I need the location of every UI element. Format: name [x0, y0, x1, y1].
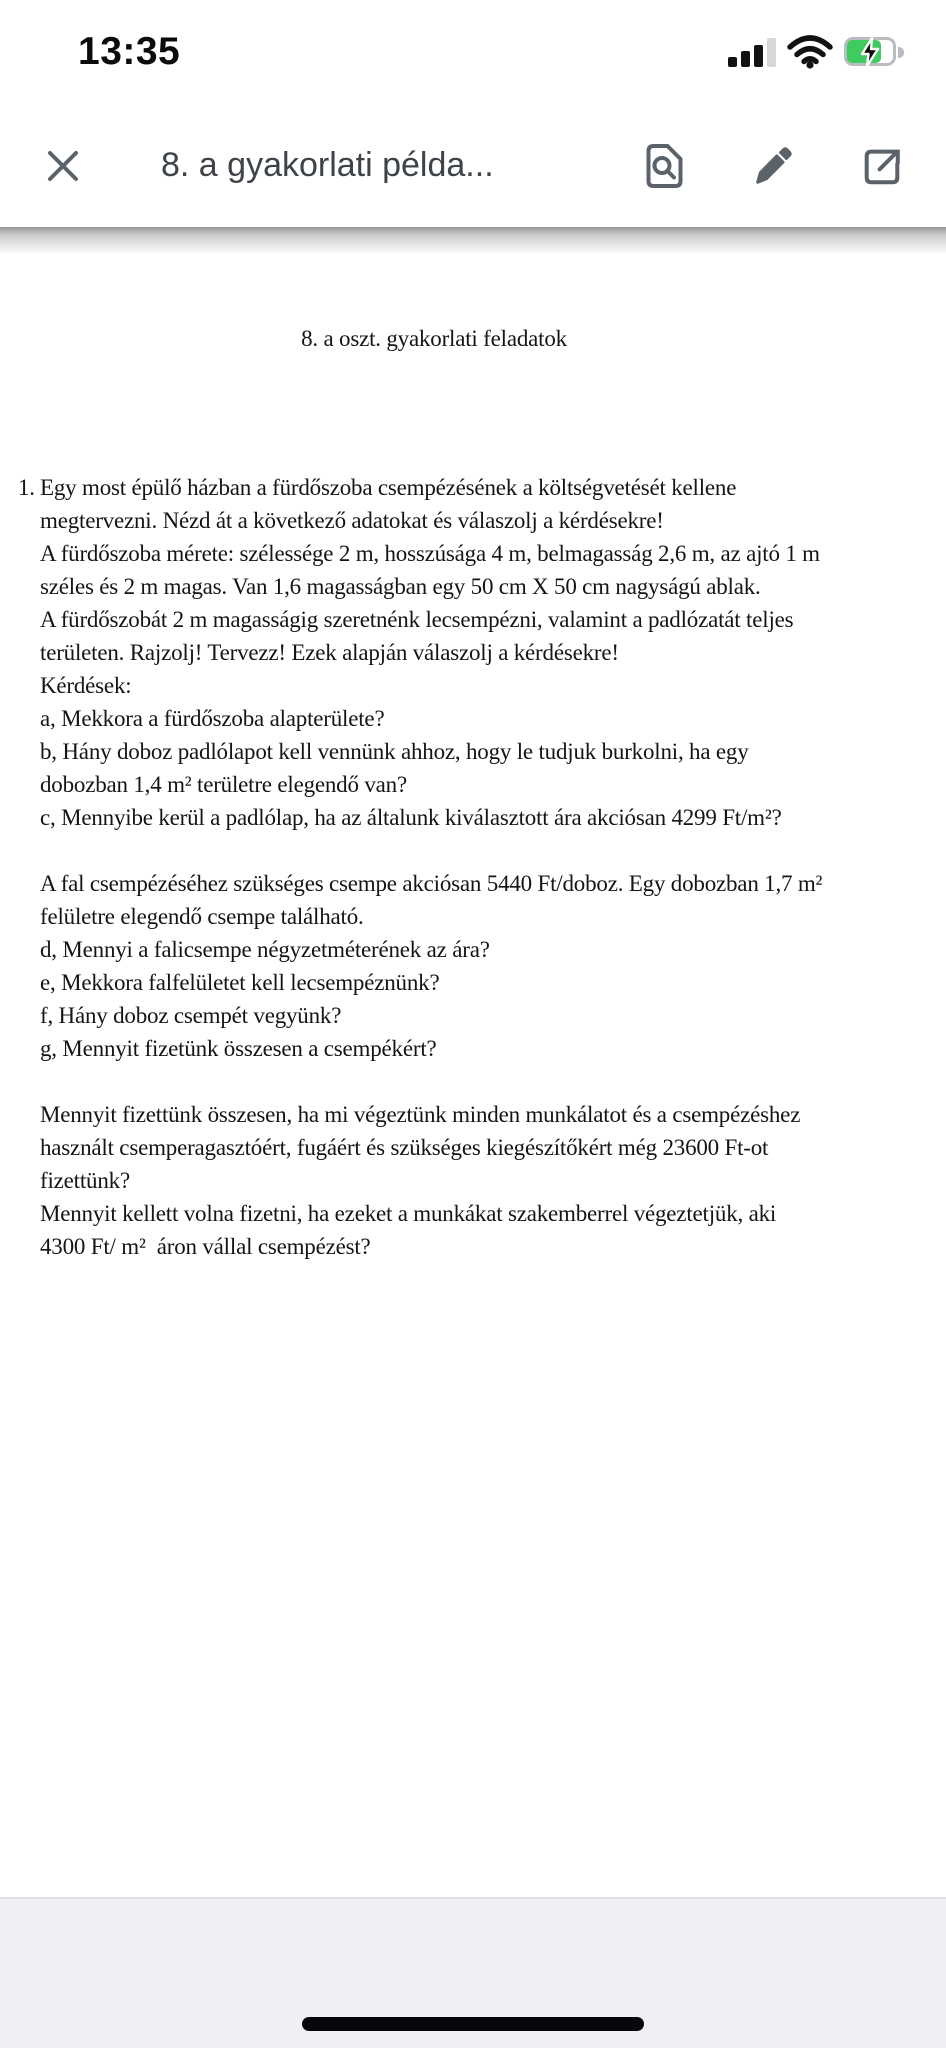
open-in-new-icon [860, 143, 904, 189]
document-line: b, Hány doboz padlólapot kell vennünk ahhoz, hogy le tudjuk burkolni, ha egy [40, 739, 749, 764]
document-line: A fürdőszobát 2 m magasságig szeretnénk lecsempézni, valamint a padlózatát teljes [40, 607, 794, 632]
header-shadow [0, 227, 946, 255]
document-line: Kérdések: [40, 673, 132, 698]
document-line: felületre elegendő csempe található. [40, 904, 364, 929]
document-title-header: 8. a gyakorlati példa... [161, 146, 494, 184]
close-icon [46, 149, 80, 183]
document-line: 4300 Ft/ m² áron vállal csempézést? [40, 1234, 371, 1259]
bottom-gesture-area [0, 1897, 946, 2048]
document-line: használt csemperagasztóért, fugáért és szükséges kiegészítőkért még 23600 Ft-ot [40, 1135, 769, 1160]
status-icons [728, 35, 904, 69]
document-heading: 8. a oszt. gyakorlati feladatok [301, 326, 567, 351]
toolbar-actions [641, 143, 905, 189]
document-line: A fürdőszoba mérete: szélessége 2 m, hosszúsága 4 m, belmagasság 2,6 m, az ajtó 1 m [40, 541, 820, 566]
document-line: dobozban 1,4 m² területre elegendő van? [40, 772, 407, 797]
document-line: d, Mennyi a falicsempe négyzetméterének az ára? [40, 937, 490, 962]
find-in-document-icon [644, 142, 685, 190]
document-line: g, Mennyit fizetünk összesen a csempékért? [40, 1036, 437, 1061]
document-line: A fal csempézéséhez szükséges csempe akciósan 5440 Ft/doboz. Egy dobozban 1,7 m² [40, 871, 823, 896]
document-line: e, Mekkora falfelületet kell lecsempéznünk? [40, 970, 440, 995]
app-chrome [0, 0, 946, 227]
status-time: 13:35 [78, 30, 181, 73]
close-button[interactable] [40, 143, 86, 189]
document-body [0, 471, 946, 1263]
open-in-new-button[interactable] [859, 143, 905, 189]
paragraph [40, 867, 905, 1065]
document-line: területen. Rajzolj! Tervezz! Ezek alapján válaszolj a kérdésekre! [40, 640, 619, 665]
paragraph [40, 471, 905, 834]
find-in-document-button[interactable] [641, 143, 687, 189]
document-line: Egy most épülő házban a fürdőszoba csempézésének a költségvetését kellene [40, 475, 737, 500]
wifi-icon [787, 35, 833, 69]
document-line: megtervezni. Nézd át a következő adatokat és válaszolj a kérdésekre! [40, 508, 664, 533]
document-line: széles és 2 m magas. Van 1,6 magasságban egy 50 cm X 50 cm nagyságú ablak. [40, 574, 761, 599]
document-page[interactable] [0, 227, 946, 1897]
home-indicator[interactable] [302, 2017, 644, 2031]
document-line: fizettünk? [40, 1168, 130, 1193]
battery-cap [898, 47, 904, 58]
document-line: f, Hány doboz csempét vegyünk? [40, 1003, 342, 1028]
list-number: 1. [18, 475, 35, 500]
edit-button[interactable] [750, 143, 796, 189]
status-bar [0, 0, 946, 90]
document-line: Mennyit kellett volna fizetni, ha ezeket a munkákat szakemberrel végeztetjük, aki [40, 1201, 777, 1226]
document-line: Mennyit fizettünk összesen, ha mi végeztünk minden munkálatot és a csempézéshez [40, 1102, 801, 1127]
edit-pencil-icon [750, 143, 796, 189]
paragraph [40, 1098, 905, 1263]
document-line: c, Mennyibe kerül a padlólap, ha az általunk kiválasztott ára akciósan 4299 Ft/m²? [40, 805, 782, 830]
document-line: a, Mekkora a fürdőszoba alapterülete? [40, 706, 385, 731]
document-viewer-toolbar [0, 90, 946, 227]
battery-icon [844, 37, 904, 68]
cellular-signal-icon [728, 38, 776, 67]
charging-bolt-icon [858, 37, 882, 67]
